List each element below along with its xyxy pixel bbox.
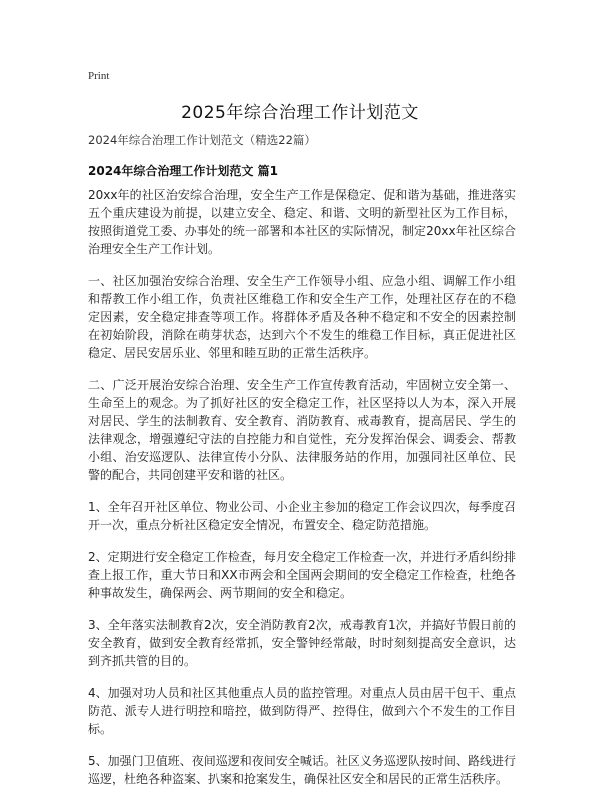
paragraph-item-4: 4、加强对功人员和社区其他重点人员的监控管理。对重点人员由居干包干、重点防范、派专人进行明控和暗控，做到防得严、控得住，做到六个不发生的工作目标。: [88, 686, 516, 736]
paragraph-intro: 20xx年的社区治安综合治理，安全生产工作是保稳定、促和谐为基础，推进落实五个重庆建设为前提，以建立安全、稳定、和谐、文明的新型社区为工作目标，按照街道党工委、办事处的统一部署和本社区的实际情况，制定20xx年社区综合治理安全生产工作计划。: [88, 188, 516, 256]
document-body: [88, 186, 516, 802]
document-title: 2025年综合治理工作计划范文: [181, 103, 419, 123]
paragraph-section-1: 一、社区加强治安综合治理、安全生产工作领导小组、应急小组、调解工作小组和帮教工作小组工作，负责社区维稳工作和安全生产工作，处理社区存在的不稳定因素，安全稳定排查等项工作。将群体矛盾及各种不稳定和不安全的因素控制在初始阶段，消除在萌芽状态，达到六个不发生的维稳工作目标，真正促进社区稳定、居民安居乐业、邻里和睦互助的正常生活秩序。: [88, 274, 516, 360]
paragraph-item-2: 2、定期进行安全稳定工作检查，每月安全稳定工作检查一次，并进行矛盾纠纷排查上报工作，重大节日和XX市两会和全国两会期间的安全稳定工作检查，杜绝各种事故发生，确保两会、两节期间的安全和稳定。: [88, 550, 516, 600]
paragraph-section-2: 二、广泛开展治安综合治理、安全生产工作宣传教育活动，牢固树立安全第一、生命至上的观念。为了抓好社区的安全稳定工作，社区坚持以人为本，深入开展对居民、学生的法制教育、安全教育、消防教育、戒毒教育，提高居民、学生的法律观念，增强遵纪守法的自控能力和自觉性，充分发挥治保会、调委会、帮教小组、治安巡逻队、法律宣传小分队、法律服务站的作用，加强同社区单位、民警的配合，共同创建平安和谐的社区。: [88, 378, 516, 482]
section-heading: 2024年综合治理工作计划范文 篇1: [88, 164, 278, 178]
paragraph-item-3: 3、全年落实法制教育2次，安全消防教育2次，戒毒教育1次，并搞好节假日前的安全教育，做到安全教育经常抓，安全警钟经常敲，时时刻刻提高安全意识，达到齐抓共管的目的。: [88, 618, 516, 668]
paragraph-item-1: 1、全年召开社区单位、物业公司、小企业主参加的稳定工作会议四次，每季度召开一次，重点分析社区稳定安全情况，布置安全、稳定防范措施。: [88, 500, 516, 532]
document-subtitle: 2024年综合治理工作计划范文（精选22篇）: [88, 133, 316, 147]
print-link[interactable]: Print: [88, 70, 110, 82]
paragraph-item-5: 5、加强门卫值班、夜间巡逻和夜间安全喊话。社区义务巡逻队按时间、路线进行巡逻，杜绝各种盗案、扒案和抢案发生，确保社区安全和居民的正常生活秩序。: [88, 754, 516, 786]
